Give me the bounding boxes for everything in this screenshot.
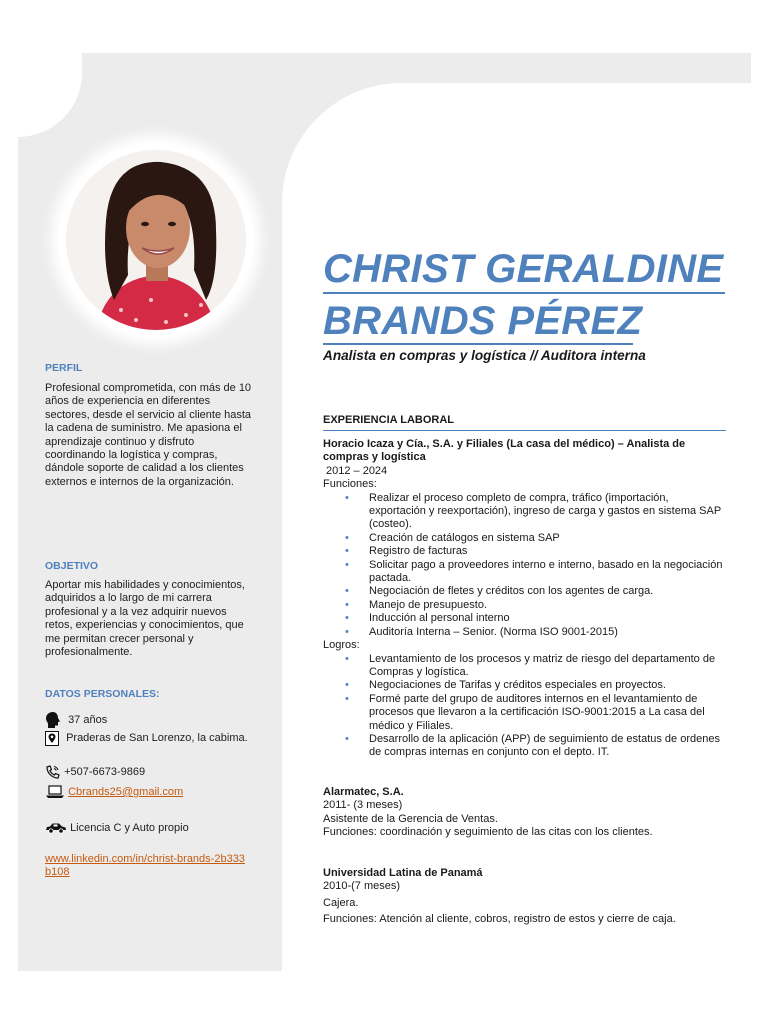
linkedin-row [45, 853, 250, 880]
job-entry-2 [323, 786, 726, 840]
list-item: • Auditoría Interna – Senior. (Norma ISO 9001-2015) [369, 626, 726, 639]
job-entry-3 [323, 867, 726, 927]
age-text: 37 años [68, 713, 108, 726]
laptop-icon [45, 785, 65, 799]
job-role: Cajera. [323, 896, 359, 909]
job-dates: 2012 – 2024 [326, 464, 388, 477]
job-functions: Funciones: coordinación y seguimiento de las citas con los clientes. [323, 826, 653, 839]
portrait-illustration [66, 150, 246, 330]
name-line-1: CHRIST GERALDINE [323, 247, 724, 291]
job-title: Horacio Icaza y Cía., S.A. y Filiales (La casa del médico) – Analista de compras y logística [323, 438, 686, 464]
achievements-label: Logros: [323, 639, 360, 652]
list-item: • Registro de facturas [369, 545, 726, 558]
datos-personales-title: DATOS PERSONALES: [45, 688, 160, 700]
perfil-title: PERFIL [45, 362, 83, 374]
phone-row [45, 765, 145, 779]
profile-photo [58, 142, 254, 338]
email-row [45, 785, 183, 799]
job-title: Alarmatec, S.A. [323, 786, 404, 798]
name-line-2: BRANDS PÉREZ [323, 299, 643, 343]
car-icon [45, 822, 67, 834]
job-role: Asistente de la Gerencia de Ventas. [323, 812, 498, 825]
list-item: • Solicitar pago a proveedores interno e interno, basado en la negociación pactada. [369, 559, 726, 586]
list-item: • Negociaciones de Tarifas y créditos especiales en proyectos. [369, 679, 726, 692]
job-functions: Funciones: Atención al cliente, cobros, registro de estos y cierre de caja. [323, 913, 676, 926]
profile-photo-image [66, 150, 246, 330]
job-title: Universidad Latina de Panamá [323, 867, 483, 879]
list-item: • Realizar el proceso completo de compra, tráfico (importación, exportación y reexportación), ingreso de carga y gastos en sistema SAP (costeo). [369, 492, 726, 532]
email-link[interactable]: Cbrands25@gmail.com [68, 785, 184, 798]
license-text: Licencia C y Auto propio [70, 822, 189, 834]
list-item: • Levantamiento de los procesos y matriz de riesgo del departamento de Compras y logística. [369, 653, 726, 680]
phone-text: +507-6673-9869 [64, 765, 146, 778]
job-dates: 2011- (3 meses) [323, 799, 403, 812]
name-underline-2 [323, 343, 633, 345]
address-text: Praderas de San Lorenzo, la cabima. [66, 732, 248, 745]
list-item: • Inducción al personal interno [369, 612, 726, 625]
objetivo-text: Aportar mis habilidades y conocimientos, adquiridos a lo largo de mi carrera profesional y a la vez adquirir nuevos retos, experiencias y conocimientos, que me permitan crecer personal y profesionalmente. [45, 579, 245, 659]
achievements-list [323, 653, 726, 760]
name-underline-1 [323, 292, 725, 294]
job-entry-1 [323, 438, 726, 760]
perfil-text: Profesional comprometida, con más de 10 años de experiencia en diferentes sectores, desde el servicio al cliente hasta la cadena de suministro. Me apasiona el aprendizaje continuo y disfruto coordinando la logística y compras, dándole soporte de calidad a los clientes externos e internos de la organización. [45, 382, 252, 488]
experience-section-title: EXPERIENCIA LABORAL [323, 414, 454, 426]
age-row [45, 711, 107, 729]
experience-section-rule [323, 430, 726, 431]
location-icon [45, 731, 59, 746]
functions-list [323, 492, 726, 639]
address-row [45, 731, 257, 746]
objetivo-title: OBJETIVO [45, 560, 99, 572]
list-item: • Manejo de presupuesto. [369, 599, 726, 612]
list-item: • Creación de catálogos en sistema SAP [369, 532, 726, 545]
functions-label: Funciones: [323, 478, 377, 491]
head-icon [45, 711, 61, 729]
linkedin-link[interactable]: www.linkedin.com/in/christ-brands-2b333b108 [45, 853, 245, 879]
job-subtitle: Analista en compras y logística // Auditora interna [323, 348, 646, 363]
phone-icon [45, 765, 61, 779]
list-item: • Desarrollo de la aplicación (APP) de seguimiento de estatus de ordenes de compras internas en conjunto con el depto. IT. [369, 733, 726, 760]
job-dates: 2010-(7 meses) [323, 880, 401, 893]
list-item: • Formé parte del grupo de auditores internos en el levantamiento de procesos que llevaron a la certificación ISO-9001:2015 a La casa del médico y Filiales. [369, 693, 726, 733]
license-row [45, 822, 189, 835]
list-item: • Negociación de fletes y créditos con los agentes de carga. [369, 585, 726, 598]
